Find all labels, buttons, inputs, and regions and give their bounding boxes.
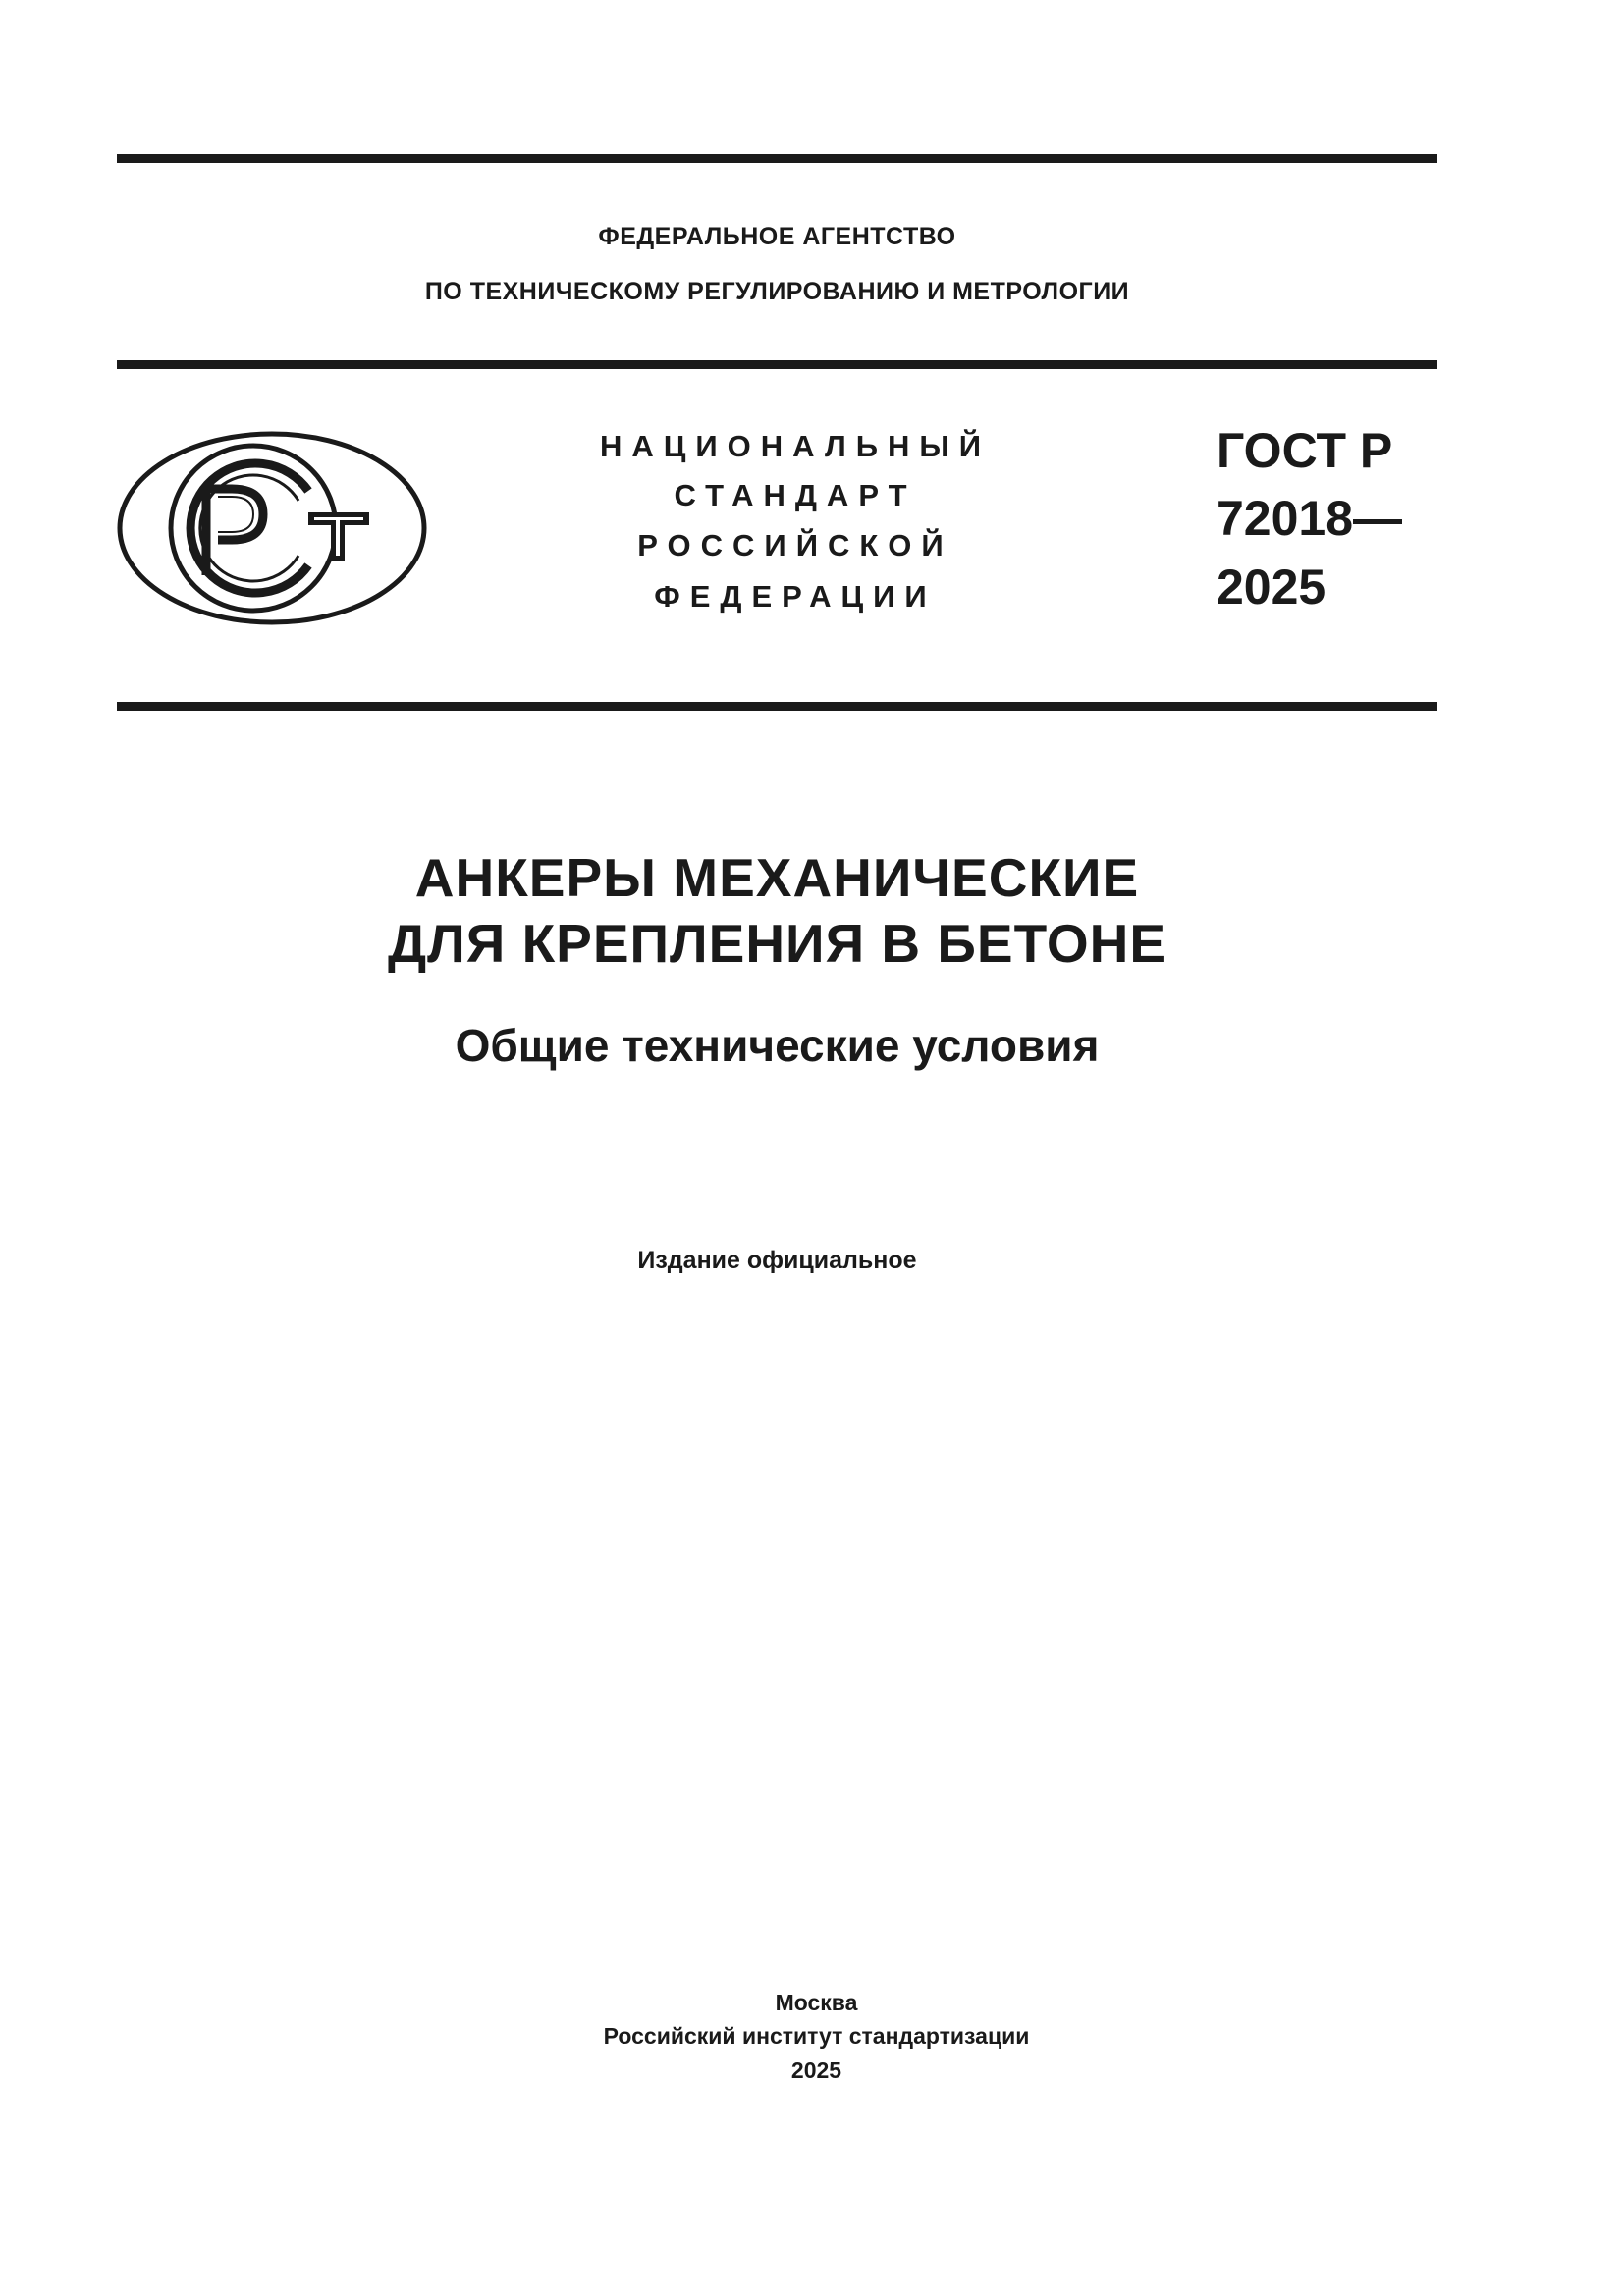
agency-name-line-2: ПО ТЕХНИЧЕСКОМУ РЕГУЛИРОВАНИЮ И МЕТРОЛОГИИ [424, 278, 1130, 305]
standard-number-line-3: 2025 [1217, 560, 1326, 614]
agency-name-line-1: ФЕДЕРАЛЬНОЕ АГЕНТСТВО [598, 223, 956, 250]
document-title-line-2: ДЛЯ КРЕПЛЕНИЯ В БЕТОНЕ [387, 913, 1167, 974]
standard-type-line-4: ФЕДЕРАЦИИ [654, 579, 937, 614]
standard-type-line-1: НАЦИОНАЛЬНЫЙ [599, 429, 992, 463]
publication-year: 2025 [790, 2057, 842, 2083]
title-divider [117, 702, 1437, 711]
publisher-name: Российский институт стандартизации [603, 2023, 1030, 2049]
standard-type-line-3: РОССИЙСКОЙ [637, 528, 953, 562]
publication-city: Москва [775, 1990, 858, 2015]
standard-number-line-2: 72018— [1217, 491, 1403, 546]
document-title-line-1: АНКЕРЫ МЕХАНИЧЕСКИЕ [414, 847, 1140, 908]
rst-certification-logo-icon [116, 430, 428, 626]
standard-type-line-2: СТАНДАРТ [674, 478, 917, 512]
document-subtitle: Общие технические условия [455, 1020, 1100, 1071]
top-divider [117, 154, 1437, 163]
edition-note: Издание официальное [637, 1247, 917, 1274]
standard-number-line-1: ГОСТ Р [1217, 423, 1393, 478]
header-divider [117, 360, 1437, 369]
